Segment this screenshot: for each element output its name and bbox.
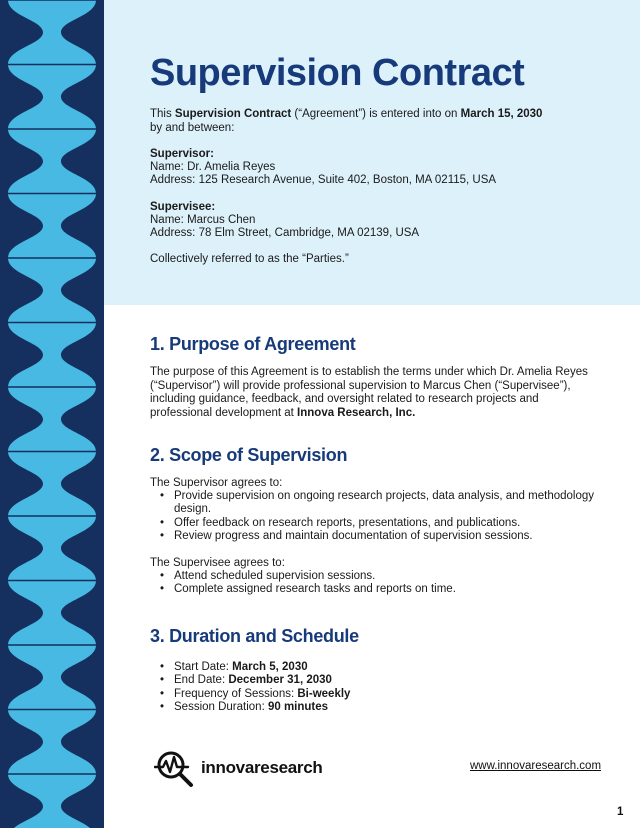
section1-company: Innova Research, Inc. <box>297 406 416 419</box>
page-number: 1 <box>617 806 624 818</box>
list-item <box>150 701 600 714</box>
decorative-sidebar <box>0 0 104 828</box>
supervisee-address: Address: 78 Elm Street, Cambridge, MA 02139, USA <box>150 227 420 239</box>
intro-middle: (“Agreement”) is entered into on <box>291 108 461 120</box>
wave-pattern <box>0 0 104 828</box>
supervisor-name: Name: Dr. Amelia Reyes <box>150 161 276 173</box>
supervisee-heading: Supervisee: <box>150 201 216 213</box>
intro-suffix: by and between: <box>150 121 235 134</box>
supervisee-block <box>150 201 590 240</box>
supervisee-name: Name: Marcus Chen <box>150 214 256 226</box>
supervisee-agrees-intro: The Supervisee agrees to: <box>150 557 285 569</box>
list-item <box>150 688 600 701</box>
intro-prefix: This <box>150 108 175 120</box>
duration-value: 90 minutes <box>267 701 329 714</box>
intro-paragraph <box>150 108 590 135</box>
duration-label: Session Duration: <box>174 701 268 714</box>
start-date-label: Start Date: <box>174 661 233 673</box>
list-item: • Review progress and maintain documentation of supervision sessions. <box>150 530 600 543</box>
section1-paragraph <box>150 366 590 420</box>
collective-note: Collectively referred to as the “Parties.” <box>150 253 349 265</box>
wave-shape <box>8 0 96 828</box>
list-item: • Provide supervision on ongoing research projects, data analysis, and methodology design. <box>150 490 600 517</box>
supervisor-block <box>150 148 590 187</box>
magnifier-pulse-icon <box>154 748 194 788</box>
supervisee-duties-list <box>150 570 600 597</box>
end-date-value: December 31, 2030 <box>228 674 332 687</box>
supervisor-heading: Supervisor: <box>150 148 214 160</box>
page-title: Supervision Contract <box>150 52 525 94</box>
list-item <box>150 674 600 687</box>
section1-text: The purpose of this Agreement is to establish the terms under which Dr. Amelia Reyes (“Supervisor”) will provide professional supervision to Marcus Chen (“Supervisee”), including guidance, feedback, and oversight related to research projects and professional development at <box>150 366 588 419</box>
section1-heading: 1. Purpose of Agreement <box>150 334 356 354</box>
supervisor-duties-list <box>150 490 600 544</box>
supervisor-address: Address: 125 Research Avenue, Suite 402, Boston, MA 02115, USA <box>150 174 497 186</box>
supervisor-agrees-intro: The Supervisor agrees to: <box>150 477 283 489</box>
website-link[interactable]: www.innovaresearch.com <box>470 760 602 772</box>
list-item: • Attend scheduled supervision sessions. <box>150 570 600 583</box>
list-item: • Offer feedback on research reports, presentations, and publications. <box>150 517 600 530</box>
list-item <box>150 661 600 674</box>
frequency-label: Frequency of Sessions: <box>174 687 298 700</box>
frequency-value: Bi-weekly <box>297 687 351 700</box>
section2-heading: 2. Scope of Supervision <box>150 445 348 465</box>
intro-date: March 15, 2030 <box>460 108 543 120</box>
intro-contract-name: Supervision Contract <box>174 108 292 120</box>
brand-name: innovaresearch <box>201 758 323 777</box>
list-item: • Complete assigned research tasks and reports on time. <box>150 583 600 596</box>
section3-heading: 3. Duration and Schedule <box>150 626 359 646</box>
end-date-label: End Date: <box>174 674 229 687</box>
schedule-list <box>150 661 600 715</box>
start-date-value: March 5, 2030 <box>232 661 308 673</box>
